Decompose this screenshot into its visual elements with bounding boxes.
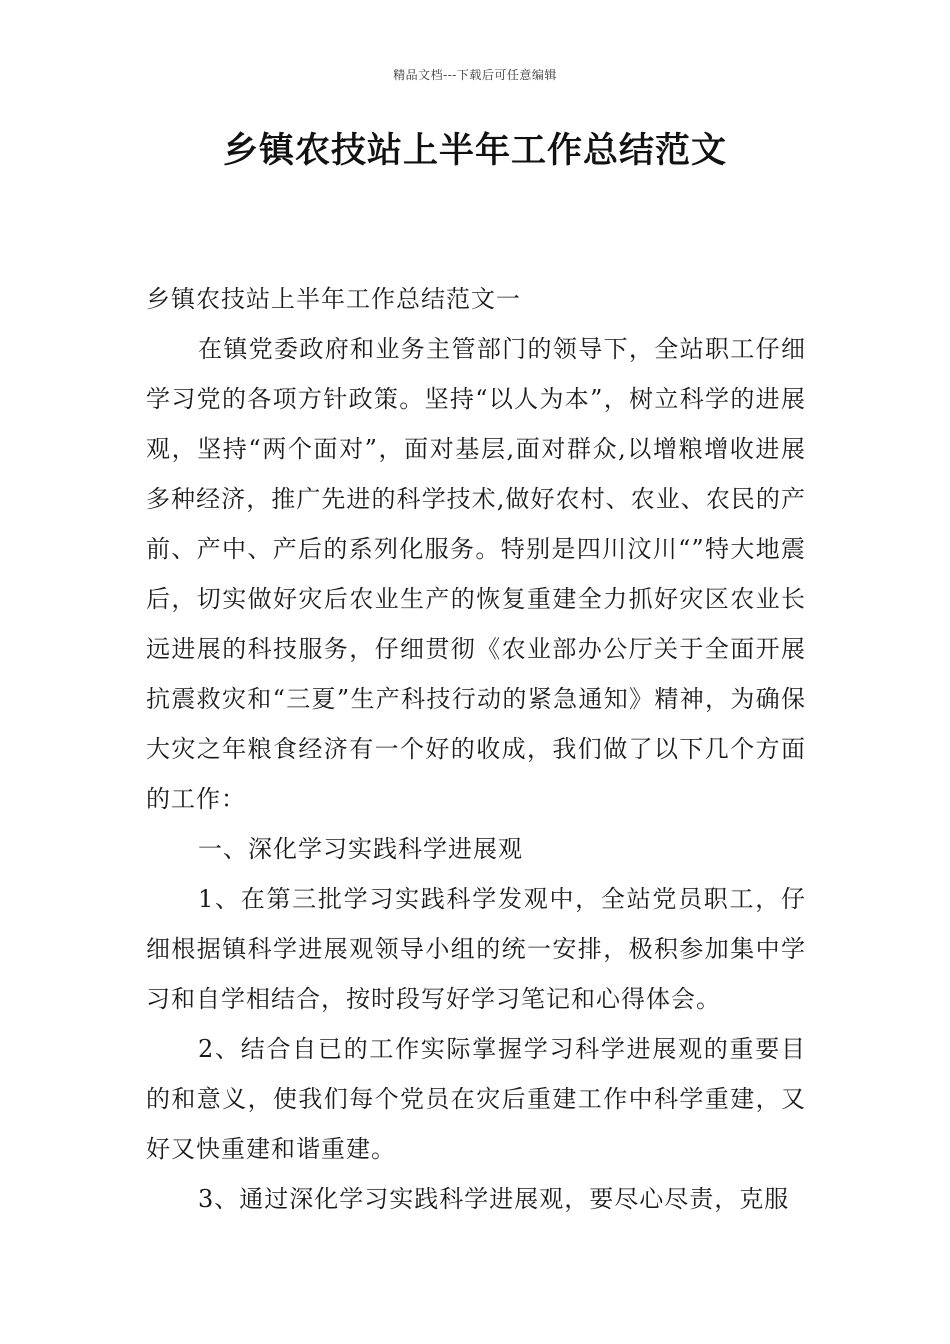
paragraph-item-1: 1、在第三批学习实践科学发观中，全站党员职工，仔细根据镇科学进展观领导小组的统一安排，极积参加集中学习和自学相结合，按时段写好学习笔记和心得体会。 (146, 885, 806, 1013)
paragraph-item-3: 3、通过深化学习实践科学进展观，要尽心尽责，克服 (198, 1185, 790, 1213)
document-title: 乡镇农技站上半年工作总结范文 (222, 131, 727, 171)
heading-study-practice: 一、深化学习实践科学进展观 (198, 835, 523, 863)
document-body (146, 274, 806, 1224)
paragraph-intro: 在镇党委政府和业务主管部门的领导下，全站职工仔细学习党的各项方针政策。坚持“以人为本”，树立科学的进展观，坚持“两个面对”，面对基层,面对群众,以增粮增收进展多种经济，推广先进的科学技术,做好农村、农业、农民的产前、产中、产后的系列化服务。特别是四川汶川“”特大地震后，切实做好灾后农业生产的恢复重建全力抓好灾区农业长远进展的科技服务，仔细贯彻《农业部办公厅关于全面开展抗震救灾和“三夏”生产科技行动的紧急通知》精神，为确保大灾之年粮食经济有一个好的收成，我们做了以下几个方面的工作： (146, 335, 806, 813)
header-note: 精品文档---下载后可任意编辑 (393, 68, 557, 82)
section-title: 乡镇农技站上半年工作总结范文一 (146, 285, 521, 313)
paragraph-item-2: 2、结合自已的工作实际掌握学习科学进展观的重要目的和意义，使我们每个党员在灾后重建工作中科学重建，又好又快重建和谐重建。 (146, 1035, 806, 1163)
